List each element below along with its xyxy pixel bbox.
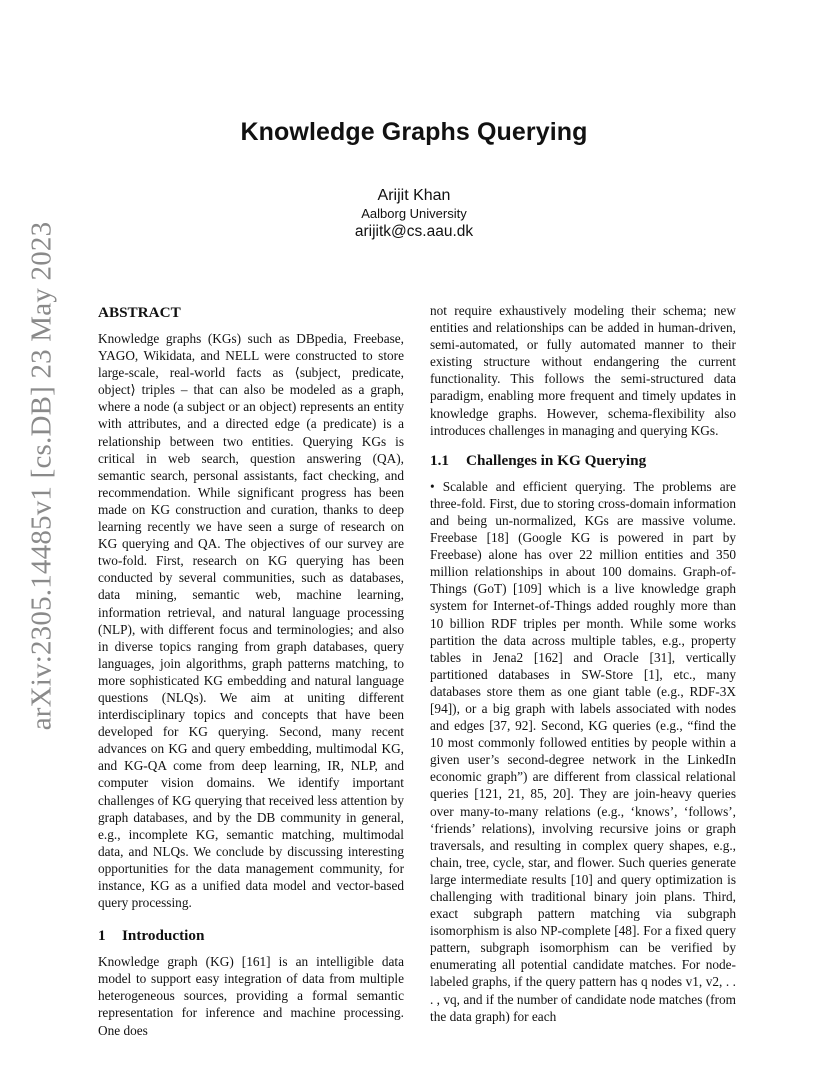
author-block [0, 186, 828, 241]
author-affiliation: Aalborg University [361, 206, 467, 221]
left-column [98, 302, 404, 1039]
abstract-text: Knowledge graphs (KGs) such as DBpedia, Freebase, YAGO, Wikidata, and NELL were constructed to store large-scale, real-world facts as ⟨subject, predicate, object⟩ triples – that can also be modeled as a graph, where a node (a subject or an object) represents an entity with attributes, and a directed edge (a predicate) is a relationship between two entities. Querying KGs is critical in web search, question answering (QA), semantic search, personal assistants, fact checking, and recommendation. While significant progress has been made on KG construction and curation, thanks to deep learning recently we have seen a surge of research on KG querying and QA. The objectives of our survey are two-fold. First, research on KG querying has been conducted by several communities, such as databases, data mining, semantic web, machine learning, information retrieval, and natural language processing (NLP), with different focus and terminologies; and also in diverse topics ranging from graph databases, query languages, join algorithms, graph patterns matching, to more sophisticated KG embedding and natural language questions (NLQs). We aim at uniting different interdisciplinary topics and concepts that have been developed for KG querying. Second, many recent advances on KG and query embedding, multimodal KG, and KG-QA come from deep learning, IR, NLP, and computer vision domains. We identify important challenges of KG querying that received less attention by graph databases, and by the DB community in general, e.g., incomplete KG, semantic matching, multimodal data, and NLQs. We conclude by discussing interesting opportunities for the data management community, for instance, KG as a unified data model and vector-based query processing. [98, 331, 404, 911]
subsection-title: Challenges in KG Querying [466, 451, 647, 469]
arxiv-identifier-stamp: arXiv:2305.14485v1 [cs.DB] 23 May 2023 [25, 221, 58, 731]
subsection-text: • Scalable and efficient querying. The problems are three-fold. First, due to storing cross-domain information and being un-normalized, KGs are massive volume. Freebase [18] (Google KG is powered in part by Freebase) alone has over 22 million entities and 350 million relationships in about 100 domains. Graph-of-Things (GoT) [109] which is a live knowledge graph system for Internet-of-Things added roughly more than 10 billion RDF triples per month. While some works partition the data across multiple tables, e.g., property tables in Jena2 [162] and Oracle [31], vertically partitioned databases in SW-Store [1], etc., many databases store them as one giant table (e.g., RDF-3X [94]), or a big graph with labels associated with nodes and edges [37, 92]. Second, KG queries (e.g., “find the 10 most commonly followed entities by people within a given user’s second-degree network in the LinkedIn economic graph”) are different from classical relational queries [121, 21, 85, 20]. They are join-heavy queries over many-to-many relations (e.g., ‘knows’, ‘follows’, ‘friends’ relations), involving recursive joins or graph traversals, and resulting in complex query shapes, e.g., chain, tree, cycle, star, and flower. Such queries generate large intermediate results [10] and query optimization is challenging with traditional binary join plans. Third, exact subgraph pattern matching via subgraph isomorphism is also NP-complete [48]. For a fixed query pattern, subgraph isomorphism can be verified by enumerating all potential candidate matches. For node-labeled graphs, if the query pattern has q nodes v1, v2, . . . , vq, and if the number of candidate node matches (from the data graph) for each [430, 478, 736, 1024]
subsection-number: 1.1 [430, 451, 449, 469]
right-column [430, 302, 736, 1025]
intro-text-right: not require exhaustively modeling their schema; new entities and relationships can be added in human-driven, semi-automated, or fully automated manner to their existing structure without endangering the current functionality. This follows the semi-structured data paradigm, enabling more frequent and timely updates in knowledge graphs. However, schema-flexibility also introduces challenges in managing and querying KGs. [430, 303, 736, 438]
intro-text-left: Knowledge graph (KG) [161] is an intelligible data model to support easy integration of data from multiple heterogeneous sources, providing a formal semantic representation for inference and machine processing. One does [98, 954, 404, 1038]
author-name: Arijit Khan [377, 187, 451, 204]
intro-number: 1 [98, 927, 106, 945]
abstract-heading: ABSTRACT [98, 304, 181, 321]
intro-heading [98, 926, 404, 945]
author-email: arijitk@cs.aau.dk [354, 223, 474, 240]
paper-title: Knowledge Graphs Querying [240, 118, 588, 146]
intro-title: Introduction [122, 927, 205, 945]
subsection-heading [430, 451, 736, 470]
